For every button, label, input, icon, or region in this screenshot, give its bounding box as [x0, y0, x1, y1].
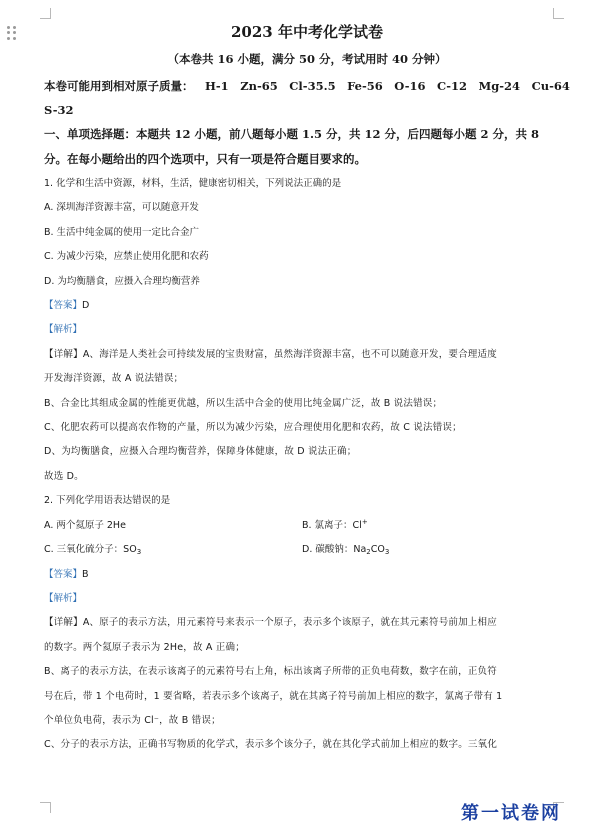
answer-tag: 【答案】: [44, 300, 83, 312]
section-heading-line1: 一、单项选择题：本题共 12 小题，前八题每小题 1.5 分，共 12 分，后四题每小题 2 分，共 8: [44, 127, 540, 141]
question-2-options-row1: [44, 514, 570, 538]
analysis-tag: 【解析】: [44, 592, 83, 604]
question-1-detail-line: C、化肥农药可以提高农作物的产量，所以为减少污染，应合理使用化肥和农药，故 C 说法错误；: [44, 422, 462, 434]
question-1-detail-line: D、为均衡膳食，应摄入合理均衡营养，保障身体健康，故 D 说法正确；: [44, 446, 357, 458]
atomic-mass-item: C-12: [437, 79, 467, 93]
detail-tag: 【详解】: [44, 617, 83, 629]
atomic-mass-item: Zn-65: [240, 79, 278, 93]
question-2-option-c: [44, 538, 302, 562]
answer-value: D: [82, 300, 90, 312]
atomic-mass-prefix: 本卷可能用到相对原子质量：: [44, 79, 194, 93]
option-c-text: C. 三氧化硫分子：SO: [44, 544, 137, 556]
question-2-option-d: [302, 538, 560, 562]
page-title: 2023 年中考化学试卷: [231, 23, 383, 41]
atomic-mass-line: [44, 74, 570, 98]
atomic-mass-item: H-1: [205, 79, 229, 93]
atomic-mass-item: Cu-64: [531, 79, 570, 93]
question-2-option-b: [302, 514, 560, 538]
option-d-subscript: 2: [366, 548, 371, 557]
crop-mark-bottom-left: [40, 802, 51, 813]
detail-text: A、原子的表示方法，用元素符号来表示一个原子，表示多个该原子，就在其元素符号前加上相应: [82, 617, 497, 629]
question-2-detail-line: C、分子的表示方法，正确书写物质的化学式，表示多个该分子，就在其化学式前加上相应的数字。三氧化: [44, 739, 498, 751]
page-subtitle: （本卷共 16 小题，满分 50 分，考试用时 40 分钟）: [167, 52, 447, 66]
question-2-detail-line: [44, 611, 570, 635]
atomic-mass-item: Mg-24: [478, 79, 521, 93]
question-2-detail-line: B、离子的表示方法，在表示该离子的元素符号右上角，标出该离子所带的正负电荷数，数字在前，正负符: [44, 666, 497, 678]
question-1-detail-line: 开发海洋资源，故 A 说法错误；: [44, 373, 184, 385]
atomic-mass-item: Cl-35.5: [289, 79, 336, 93]
question-2-detail-line: 个单位负电荷，表示为 Cl⁻，故 B 错误；: [44, 714, 221, 726]
question-2-answer: [44, 563, 570, 587]
section-heading-line2: 分。在每小题给出的四个选项中，只有一项是符合题目要求的。: [44, 152, 366, 166]
question-1-detail-line: B、合金比其组成金属的性能更优越，所以生活中合金的使用比纯金属广泛，故 B 说法错误；: [44, 397, 443, 409]
question-1-answer: [44, 294, 570, 318]
question-1-stem: 1. 化学和生活中资源，材料，生活，健康密切相关，下列说法正确的是: [44, 178, 342, 189]
question-2-analysis: [44, 587, 570, 611]
question-1-analysis: [44, 318, 570, 342]
option-b-charge: +: [361, 517, 368, 526]
question-1-option-a: A. 深圳海洋资源丰富，可以随意开发: [44, 202, 199, 214]
analysis-tag: 【解析】: [44, 324, 83, 336]
answer-value: B: [82, 568, 89, 580]
question-1-option-d: D. 为均衡膳食，应摄入合理均衡营养: [44, 275, 200, 287]
question-2-detail-line: 的数字。两个氦原子表示为 2He，故 A 正确；: [44, 641, 245, 653]
question-1-detail-line: [44, 343, 570, 367]
option-c-subscript: 3: [136, 548, 142, 557]
answer-tag: 【答案】: [44, 568, 83, 580]
option-b-text: B. 氯离子：Cl: [302, 519, 362, 531]
atomic-mass-cont: S-32: [44, 103, 74, 117]
atomic-mass-item: Fe-56: [347, 79, 383, 93]
question-1-option-b: B. 生活中纯金属的使用一定比合金广: [44, 226, 200, 238]
option-d-text: CO: [370, 544, 385, 556]
question-2-options-row2: [44, 538, 570, 562]
option-d-text: D. 碳酸钠：Na: [302, 544, 367, 556]
detail-tag: 【详解】: [44, 348, 83, 360]
question-1-detail-line: 故选 D。: [44, 470, 84, 482]
option-d-subscript: 3: [384, 548, 390, 557]
document-content: [44, 18, 570, 758]
detail-text: A、海洋是人类社会可持续发展的宝贵财富，虽然海洋资源丰富，也不可以随意开发，要合理适度: [82, 348, 497, 360]
site-watermark-logo: 第一试卷网: [461, 803, 561, 824]
atomic-mass-item: O-16: [394, 79, 426, 93]
question-2-stem: 2. 下列化学用语表达错误的是: [44, 495, 171, 507]
drag-handle-icon[interactable]: [7, 26, 17, 40]
question-2-detail-line: 号在后，带 1 个电荷时，1 要省略，若表示多个该离子，就在其离子符号前加上相应的数字，氯离子带有 1: [44, 690, 503, 702]
question-1-option-c: C. 为减少污染，应禁止使用化肥和农药: [44, 251, 209, 263]
question-2-option-a: A. 两个氦原子 2He: [44, 519, 126, 531]
